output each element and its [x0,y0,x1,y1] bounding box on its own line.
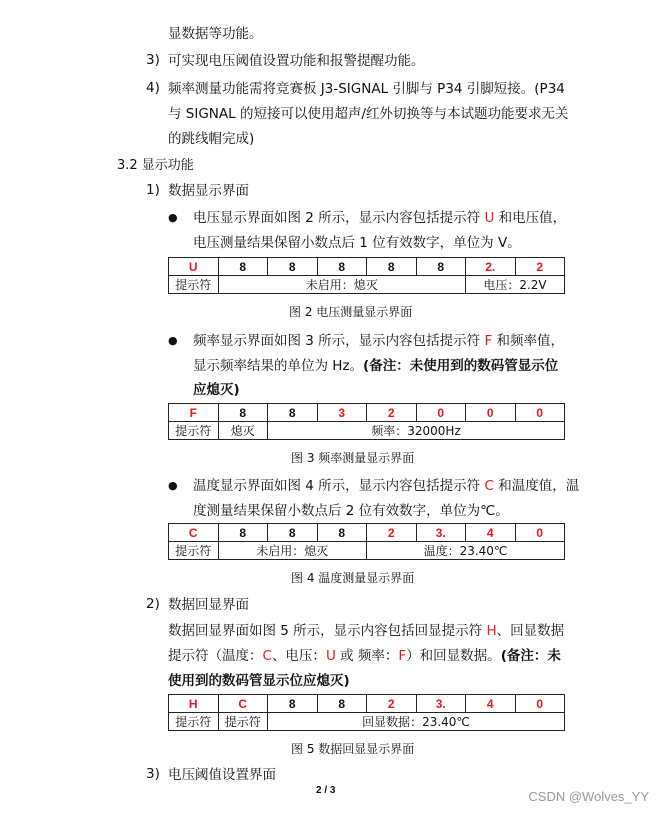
fig3-digit-6: 0 [466,404,516,422]
prompt-letter: C [484,478,494,494]
subheading: 电压阈值设置界面 [168,767,276,783]
text-line [193,209,566,227]
prompt-letter: U [484,210,495,226]
fig2-label: 提示符 [169,276,219,294]
text-line [193,477,579,495]
fig5-digit-0: H [169,695,219,713]
text-span: 、回显数据 [496,623,565,639]
fig4-digit-4: 2 [367,524,417,542]
fig3-table [168,403,565,440]
fig2-digit-0: U [169,258,219,276]
fig4-digit-6: 4 [466,524,516,542]
text-span: 电压显示界面如图 2 所示，显示内容包括提示符 [193,210,485,226]
fig2-digit-3: 8 [317,258,367,276]
fig5-digit-1: C [218,695,268,713]
text-line: 的跳线帽完成) [168,131,255,147]
fig5-digit-2: 8 [268,695,318,713]
fig2-digit-1: 8 [218,258,268,276]
note-text: (备注：未使用到的数码管显示位 [363,358,559,374]
fig5-label2: 提示符 [218,713,268,731]
text-span: 和电压值， [494,210,567,226]
fig2-value: 电压：2.2V [466,276,565,294]
bullet-icon: ● [168,211,178,224]
fig2-table [168,257,565,294]
text-span: 频率显示界面如图 3 所示，显示内容包括提示符 [193,333,485,349]
fig3-digit-7: 0 [515,404,565,422]
text-line: 频率测量功能需将竞赛板 J3-SIGNAL 引脚与 P34 引脚短接。(P34 [168,81,565,97]
fig5-digit-3: 8 [317,695,367,713]
fig5-caption: 图 5 数据回显显示界面 [291,742,415,756]
fig4-digit-1: 8 [218,524,268,542]
fig2-digit-2: 8 [268,258,318,276]
text-span: 和温度值，温 [493,478,580,494]
text-line: 与 SIGNAL 的短接可以使用超声/红外切换等与本试题功能要求无关 [168,106,569,122]
note-text: (备注：未 [500,648,561,664]
text-line: 电压测量结果保留小数点后 1 位有效数字，单位为 V。 [193,235,521,251]
fig2-digit-5: 8 [416,258,466,276]
list-number: 1) [146,182,160,198]
watermark: CSDN @Wolves_YY [528,789,649,804]
fig3-value: 频率：32000Hz [268,422,565,440]
fig3-digit-0: F [169,404,219,422]
fig4-value: 温度：23.40℃ [367,542,565,560]
fig5-digit-4: 2 [367,695,417,713]
fig3-digit-3: 3 [317,404,367,422]
fig3-digit-5: 0 [416,404,466,422]
text-line [193,357,558,375]
fig4-digit-0: C [169,524,219,542]
fig4-unused: 未启用：熄灭 [218,542,367,560]
list-number: 3) [146,766,160,782]
list-number: 3) [146,52,160,68]
prompt-letter: H [486,623,497,639]
fig3-digit-4: 2 [367,404,417,422]
fig4-digit-5: 3. [416,524,466,542]
text-span: 、电压： [271,648,326,664]
text-span: 提示符（温度： [168,648,263,664]
text-span: 温度显示界面如图 4 所示，显示内容包括提示符 [193,478,485,494]
fig5-table [168,694,565,731]
fig4-digit-3: 8 [317,524,367,542]
subheading: 数据回显界面 [168,597,249,613]
text-span: 和频率值， [492,333,565,349]
list-number: 4) [146,80,160,96]
fig2-digit-6: 2. [466,258,516,276]
page-number: 2 / 3 [316,785,336,796]
prompt-letter: C [262,648,272,664]
fig2-caption: 图 2 电压测量显示界面 [289,305,413,319]
fig3-digit-2: 8 [268,404,318,422]
fig5-label1: 提示符 [169,713,219,731]
fig5-value: 回显数据：23.40℃ [268,713,565,731]
list-number: 2) [146,596,160,612]
prompt-letter: F [398,648,407,664]
fig3-digit-1: 8 [218,404,268,422]
text-line: 可实现电压阈值设置功能和报警提醒功能。 [168,53,425,69]
fig4-caption: 图 4 温度测量显示界面 [291,571,415,585]
fig4-digit-7: 0 [515,524,565,542]
fig2-unused: 未启用：熄灭 [218,276,466,294]
text-line [193,332,564,350]
text-span: 或 频率： [335,648,399,664]
bullet-icon: ● [168,479,178,492]
text-line [168,647,561,665]
note-text: 应熄灭) [193,382,240,398]
fig5-digit-5: 3. [416,695,466,713]
fig2-digit-7: 2 [515,258,565,276]
fig3-label: 提示符 [169,422,219,440]
text-line: 度测量结果保留小数点后 2 位有效数字，单位为℃。 [193,503,509,519]
prompt-letter: F [484,333,493,349]
fig4-label: 提示符 [169,542,219,560]
text-line [168,622,564,640]
bullet-icon: ● [168,334,178,347]
prompt-letter: U [325,648,336,664]
fig3-caption: 图 3 频率测量显示界面 [291,451,415,465]
text-span: 数据回显界面如图 5 所示，显示内容包括回显提示符 [168,623,487,639]
fig3-unused: 熄灭 [218,422,268,440]
fig4-digit-2: 8 [268,524,318,542]
subheading: 数据显示界面 [168,183,249,199]
text-span: 显示频率结果的单位为 Hz。 [193,358,364,374]
section-heading: 3.2 显示功能 [117,158,194,173]
fig5-digit-6: 4 [466,695,516,713]
fig2-digit-4: 8 [367,258,417,276]
note-text: 使用到的数码管显示位应熄灭) [168,673,350,689]
fig5-digit-7: 0 [515,695,565,713]
text-line: 显数据等功能。 [168,26,263,42]
fig4-table [168,523,565,560]
text-span: ）和回显数据。 [406,648,501,664]
